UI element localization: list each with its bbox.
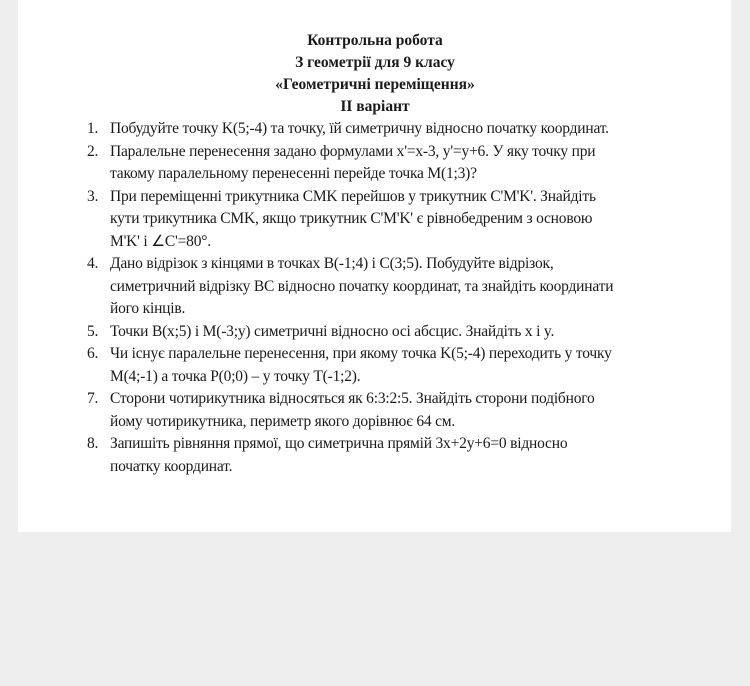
task-number: 5.	[87, 322, 99, 340]
header-topic: «Геометричні переміщення»	[275, 76, 475, 93]
task-item	[78, 141, 698, 186]
task-item	[78, 253, 698, 321]
task-text-line: Чи існує паралельне перенесення, при якому точка K(5;-4) переходить у точку	[110, 345, 612, 362]
task-text-line: йому чотирикутника, периметр якого дорівнює 64 см.	[110, 412, 456, 430]
task-number: 1.	[87, 120, 99, 137]
task-item	[78, 433, 698, 478]
task-text-line: M(4;-1) а точка P(0;0) – у точку T(-1;2).	[110, 367, 361, 385]
task-text-line: початку координат.	[110, 457, 233, 475]
task-text-line: кути трикутника CMK, якщо трикутник C'M'K' є рівнобедреним з основою	[110, 210, 593, 227]
viewer-background	[0, 532, 750, 686]
task-text-line: Паралельне перенесення задано формулами x'=x-3, y'=y+6. У яку точку при	[110, 142, 596, 160]
task-text-line: Запишіть рівняння прямої, що симетрична прямій 3x+2y+6=0 відносно	[110, 435, 568, 452]
task-text-line: Сторони чотирикутника відносяться як 6:3:2:5. Знайдіть сторони подібного	[110, 390, 595, 407]
task-number: 4.	[87, 255, 99, 272]
task-text-line: Дано відрізок з кінцями в точках B(-1;4) і C(3;5). Побудуйте відрізок,	[110, 255, 554, 272]
header-title: Контрольна робота	[307, 32, 443, 49]
task-item	[78, 388, 698, 433]
task-text-line: такому паралельному перенесенні перейде точка M(1;3)?	[110, 165, 477, 182]
task-text-line: симетричний відрізку BC відносно початку координат, та знайдіть координати	[110, 277, 614, 295]
task-item	[78, 118, 698, 141]
task-list	[78, 118, 698, 478]
task-text-line: його кінців.	[110, 300, 186, 317]
task-number: 3.	[87, 187, 99, 205]
task-number: 2.	[87, 142, 99, 160]
task-item	[78, 321, 698, 344]
document-page	[18, 0, 731, 532]
task-text-line: Побудуйте точку K(5;-4) та точку, їй симетричну відносно початку координат.	[110, 120, 609, 137]
header-variant: ІІ варіант	[340, 98, 410, 115]
task-item	[78, 343, 698, 388]
task-text-line: M'K' і ∠C'=80°.	[110, 232, 211, 250]
task-text-line: Точки B(x;5) і M(-3;y) симетричні відносно осі абсцис. Знайдіть x і y.	[110, 322, 555, 340]
header-subject: З геометрії для 9 класу	[295, 54, 455, 71]
task-item	[78, 186, 698, 254]
task-text-line: При переміщенні трикутника CMK перейшов у трикутник C'M'K'. Знайдіть	[110, 187, 596, 205]
task-number: 6.	[87, 345, 99, 362]
document-header	[0, 30, 750, 118]
task-number: 7.	[87, 390, 99, 407]
task-number: 8.	[87, 435, 99, 452]
